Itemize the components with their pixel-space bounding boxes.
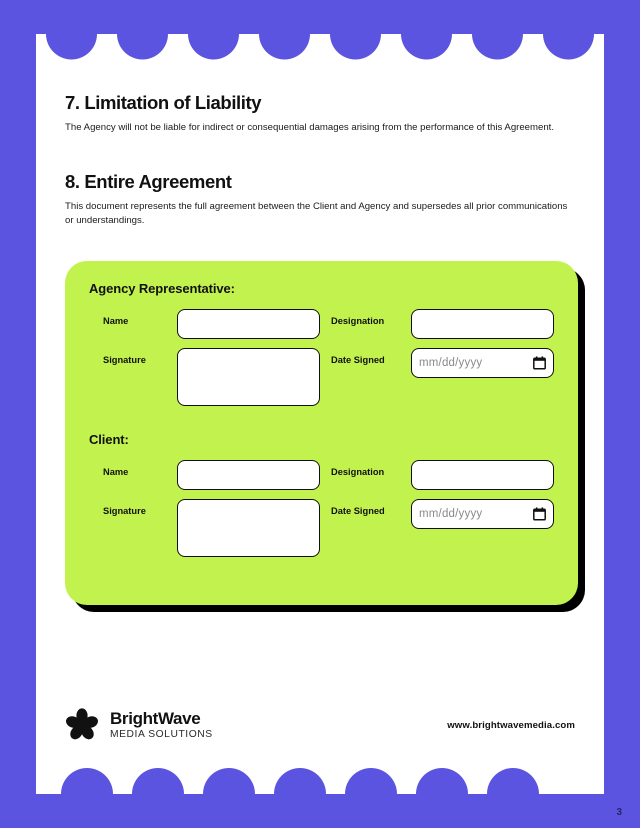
date-signed-label: Date Signed [331,505,385,516]
field-row-name [89,309,331,339]
document-page [36,34,604,794]
signature-label: Signature [103,505,146,516]
client-signature-input[interactable] [177,499,320,557]
page-footer [65,708,575,742]
section-title: 7. Limitation of Liability [65,92,262,113]
party-block-agency [89,281,554,406]
calendar-icon[interactable] [533,356,546,370]
client-date-signed-input[interactable] [411,499,554,529]
date-signed-label: Date Signed [331,354,385,365]
brand-name: BrightWave [110,708,201,728]
agency-name-input[interactable] [177,309,320,339]
designation-label: Designation [331,466,385,477]
agency-date-signed-input[interactable] [411,348,554,378]
section-entire-agreement [65,136,575,229]
section-body: This document represents the full agreement between the Client and Agency and supersedes all prior communications or understandings. [65,200,568,227]
date-placeholder: mm/dd/yyyy [419,356,483,369]
party-heading: Agency Representative: [89,280,235,296]
agency-signature-input[interactable] [177,348,320,406]
field-row-date-signed [331,499,554,529]
field-row-signature [89,348,331,406]
section-limitation-of-liability [65,34,575,136]
brand-text [110,710,213,740]
client-name-input[interactable] [177,460,320,490]
client-designation-input[interactable] [411,460,554,490]
section-body: The Agency will not be liable for indirect or consequential damages arising from the performance of this Agreement. [65,122,555,133]
date-placeholder: mm/dd/yyyy [419,507,483,520]
section-title: 8. Entire Agreement [65,170,232,192]
field-row-name [89,460,331,490]
party-block-client [89,432,554,557]
page-number: 3 [616,807,622,818]
six-petal-asterisk-icon [65,708,99,742]
signature-card-container [65,261,578,605]
brand-lockup [65,708,213,742]
field-row-designation [331,460,554,490]
name-label: Name [103,466,129,477]
field-row-date-signed [331,348,554,378]
brand-tagline: MEDIA SOLUTIONS [110,728,213,740]
party-heading: Client: [89,431,129,447]
signature-label: Signature [103,354,146,365]
signature-card [65,261,578,605]
field-row-signature [89,499,331,557]
agency-designation-input[interactable] [411,309,554,339]
designation-label: Designation [331,315,385,326]
name-label: Name [103,315,129,326]
calendar-icon[interactable] [533,507,546,521]
website-url[interactable]: www.brightwavemedia.com [447,719,575,731]
field-row-designation [331,309,554,339]
